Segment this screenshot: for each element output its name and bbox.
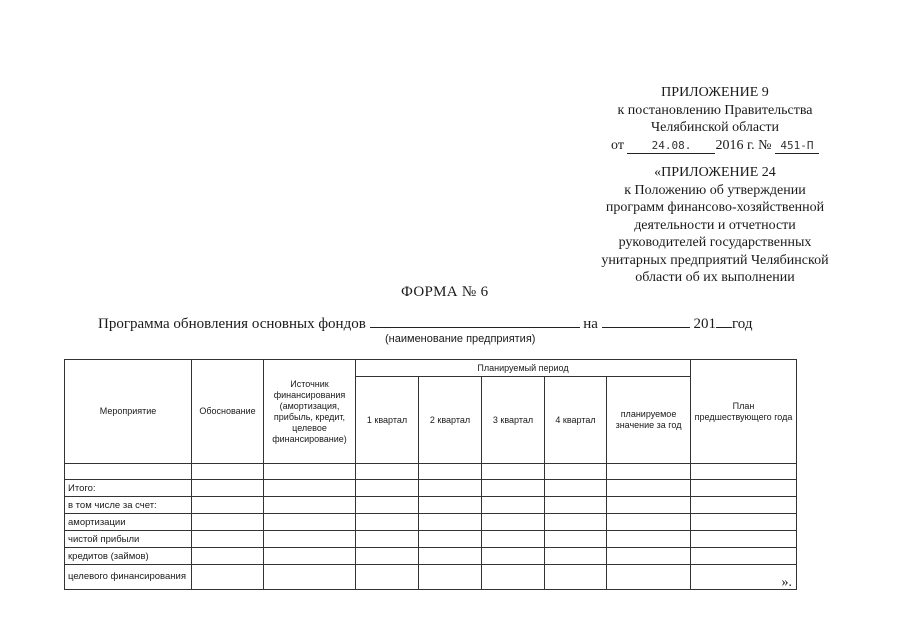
table-row: [65, 497, 797, 514]
table-cell[interactable]: [482, 514, 545, 531]
table-cell[interactable]: [419, 531, 482, 548]
table-cell[interactable]: [356, 531, 419, 548]
table-cell[interactable]: [192, 464, 264, 480]
table-cell[interactable]: [691, 548, 797, 565]
program-year-prefix: 201: [693, 316, 716, 332]
header-quarter-1: 1 квартал: [356, 377, 419, 464]
table-cell[interactable]: [607, 548, 691, 565]
table-cell[interactable]: [691, 464, 797, 480]
row-label-target-financing: целевого финансирования: [65, 565, 192, 590]
table-cell[interactable]: [264, 464, 356, 480]
program-prefix: Программа обновления основных фондов: [98, 316, 366, 332]
year-digit-field: [716, 314, 732, 328]
table-cell[interactable]: [419, 548, 482, 565]
table-cell[interactable]: [691, 531, 797, 548]
table-cell[interactable]: [264, 514, 356, 531]
annex-24-line: программ финансово-хозяйственной: [605, 200, 825, 215]
table-row: [65, 531, 797, 548]
annex-9-number-field: 451-П: [775, 139, 819, 154]
table-cell[interactable]: [419, 480, 482, 497]
table-cell[interactable]: [691, 497, 797, 514]
table-cell[interactable]: [65, 464, 192, 480]
header-planned-period: Планируемый период: [356, 360, 691, 377]
table-cell[interactable]: [607, 531, 691, 548]
period-blank-field: [602, 314, 690, 328]
organization-name-field: [370, 314, 580, 328]
header-quarter-2: 2 квартал: [419, 377, 482, 464]
annex-24-line: руководителей государственных: [618, 235, 812, 250]
table-cell[interactable]: [264, 531, 356, 548]
annex-9-from-prefix: от: [611, 137, 624, 153]
header-previous-year-plan: План предшествующего года: [691, 360, 797, 464]
program-title-line: [98, 314, 752, 333]
form-title: ФОРМА № 6: [401, 284, 489, 300]
header-measure: Мероприятие: [65, 360, 192, 464]
table-cell[interactable]: [482, 548, 545, 565]
table-cell[interactable]: [691, 565, 797, 590]
table-row: [65, 514, 797, 531]
annex-9-date-line: [590, 137, 840, 155]
organization-name-caption: (наименование предприятия): [385, 333, 536, 345]
table-row: [65, 565, 797, 590]
table-cell[interactable]: [264, 548, 356, 565]
annex-9-date-field: 24.08.: [627, 139, 715, 154]
table-cell[interactable]: [482, 480, 545, 497]
table-cell[interactable]: [419, 497, 482, 514]
table-cell[interactable]: [356, 464, 419, 480]
table-cell[interactable]: [607, 464, 691, 480]
row-label-total: Итого:: [65, 480, 192, 497]
table-cell[interactable]: [192, 497, 264, 514]
table-cell[interactable]: [356, 497, 419, 514]
table-row-blank: [65, 464, 797, 480]
program-table: [64, 359, 797, 590]
table-cell[interactable]: [607, 514, 691, 531]
header-justification: Обоснование: [192, 360, 264, 464]
table-cell[interactable]: [419, 464, 482, 480]
program-year-suffix: год: [731, 316, 753, 332]
row-label-depreciation: амортизации: [65, 514, 192, 531]
header-quarter-3: 3 квартал: [482, 377, 545, 464]
header-funding-source: Источник финансирования (амортизация, прибыль, кредит, целевое финансирование): [264, 360, 356, 464]
table-cell[interactable]: [691, 514, 797, 531]
annex-9-line-2: к постановлению Правительства: [617, 102, 813, 118]
table-cell[interactable]: [264, 497, 356, 514]
table-cell[interactable]: [545, 480, 607, 497]
closing-quote-mark: ».: [781, 575, 793, 590]
program-on-word: на: [583, 316, 598, 332]
table-cell[interactable]: [545, 531, 607, 548]
table-cell[interactable]: [545, 565, 607, 590]
table-cell[interactable]: [356, 480, 419, 497]
table-cell[interactable]: [545, 514, 607, 531]
annex-24-line: деятельности и отчетности: [634, 217, 796, 233]
annex-9-year-text: 2016 г. №: [715, 137, 772, 153]
annex-24-line: области об их выполнении: [635, 270, 795, 285]
table-cell[interactable]: [356, 514, 419, 531]
table-cell[interactable]: [482, 497, 545, 514]
table-cell[interactable]: [192, 531, 264, 548]
table-cell[interactable]: [691, 480, 797, 497]
table-cell[interactable]: [545, 464, 607, 480]
row-label-net-profit: чистой прибыли: [65, 531, 192, 548]
annex-24-header: [575, 164, 855, 287]
table-cell[interactable]: [482, 531, 545, 548]
annex-24-line: унитарных предприятий Челябинской: [601, 252, 829, 268]
table-cell[interactable]: [607, 480, 691, 497]
table-row: [65, 548, 797, 565]
annex-9-title: ПРИЛОЖЕНИЕ 9: [661, 85, 769, 100]
table-cell[interactable]: [482, 464, 545, 480]
table-cell[interactable]: [264, 480, 356, 497]
table-cell[interactable]: [419, 514, 482, 531]
table-cell[interactable]: [607, 497, 691, 514]
table-cell[interactable]: [356, 548, 419, 565]
row-label-including: в том числе за счет:: [65, 497, 192, 514]
table-cell[interactable]: [545, 548, 607, 565]
header-planned-year-value: планируемое значение за год: [607, 377, 691, 464]
table-cell[interactable]: [607, 565, 691, 590]
table-cell[interactable]: [192, 514, 264, 531]
annex-24-line: к Положению об утверждении: [624, 182, 806, 198]
table-cell[interactable]: [419, 565, 482, 590]
table-row: [65, 480, 797, 497]
table-cell[interactable]: [192, 565, 264, 590]
table-cell[interactable]: [264, 565, 356, 590]
annex-9-header: [590, 84, 840, 154]
program-table-container: [64, 359, 796, 590]
table-cell[interactable]: [356, 565, 419, 590]
table-cell[interactable]: [192, 480, 264, 497]
row-label-credits: кредитов (займов): [65, 548, 192, 565]
header-quarter-4: 4 квартал: [545, 377, 607, 464]
table-cell[interactable]: [545, 497, 607, 514]
annex-24-title: «ПРИЛОЖЕНИЕ 24: [654, 165, 776, 180]
annex-9-line-3: Челябинской области: [651, 120, 779, 135]
table-cell[interactable]: [482, 565, 545, 590]
table-cell[interactable]: [192, 548, 264, 565]
